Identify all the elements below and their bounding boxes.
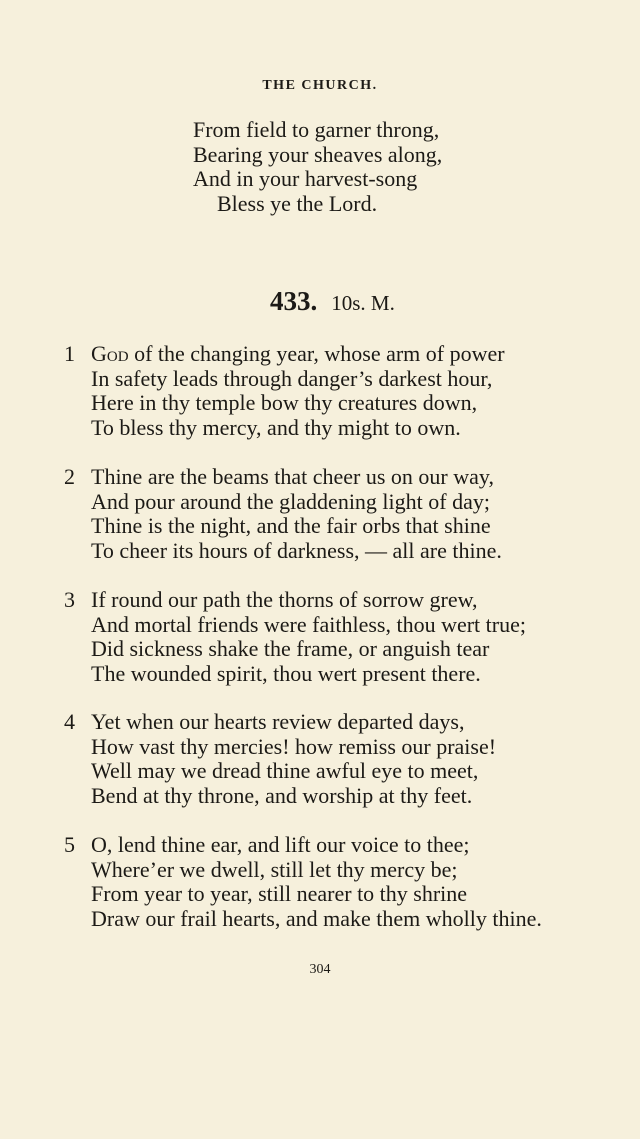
hymn-heading [270,286,395,317]
verse-line: Draw our frail hearts, and make them wholly thine. [91,905,542,931]
verse-number: 5 [64,832,75,857]
verse-line: And mortal friends were faithless, thou wert true; [91,611,526,637]
verse-1 [64,342,505,440]
verse-first-word: God [91,341,129,366]
verse-line: Bend at thy throne, and worship at thy feet. [91,782,473,808]
stanza-line: From field to garner throng, [193,117,440,142]
verse-line [91,342,505,367]
verse-line: From year to year, still nearer to thy shrine [91,881,468,906]
verse-line: O, lend thine ear, and lift our voice to thee; [91,832,470,857]
verse-line: Yet when our hearts review departed days, [91,709,465,734]
verse-line: The wounded spirit, thou wert present there. [91,660,481,686]
running-head: THE CHURCH. [262,78,378,93]
verse-4 [64,710,496,808]
verse-number: 4 [64,709,75,734]
stanza-line: And in your harvest-song [193,166,418,191]
verse-number: 3 [64,587,75,612]
previous-stanza [193,118,442,216]
verse-line: How vast thy mercies! how remiss our praise! [91,733,497,759]
page-number: 304 [309,962,331,977]
verse-line: And pour around the gladdening light of day; [91,488,490,514]
verse-line: In safety leads through danger’s darkest hour, [91,365,493,391]
verse-line: If round our path the thorns of sorrow grew, [91,587,478,612]
verse-line: Well may we dread thine awful eye to meet, [91,758,479,783]
stanza-line: Bless ye the Lord. [217,190,378,216]
verse-line: To bless thy mercy, and thy might to own. [91,414,461,440]
verse-2 [64,465,502,563]
hymn-number: 433. [270,286,318,316]
verse-3 [64,588,526,686]
verse-line: Here in thy temple bow thy creatures down, [91,390,478,415]
verse-line-rest: of the changing year, whose arm of power [128,341,505,366]
verse-line: Thine are the beams that cheer us on our way, [91,464,494,489]
verse-number: 1 [64,341,75,366]
verse-5 [64,833,542,931]
verse-line: Did sickness shake the frame, or anguish tear [91,636,490,661]
hymn-meter: 10s. M. [331,291,395,315]
verse-line: Where’er we dwell, still let thy mercy be; [91,856,458,882]
verse-line: To cheer its hours of darkness, — all are thine. [91,537,502,563]
verse-line: Thine is the night, and the fair orbs that shine [91,513,491,538]
stanza-line: Bearing your sheaves along, [193,141,443,167]
verse-number: 2 [64,464,75,489]
